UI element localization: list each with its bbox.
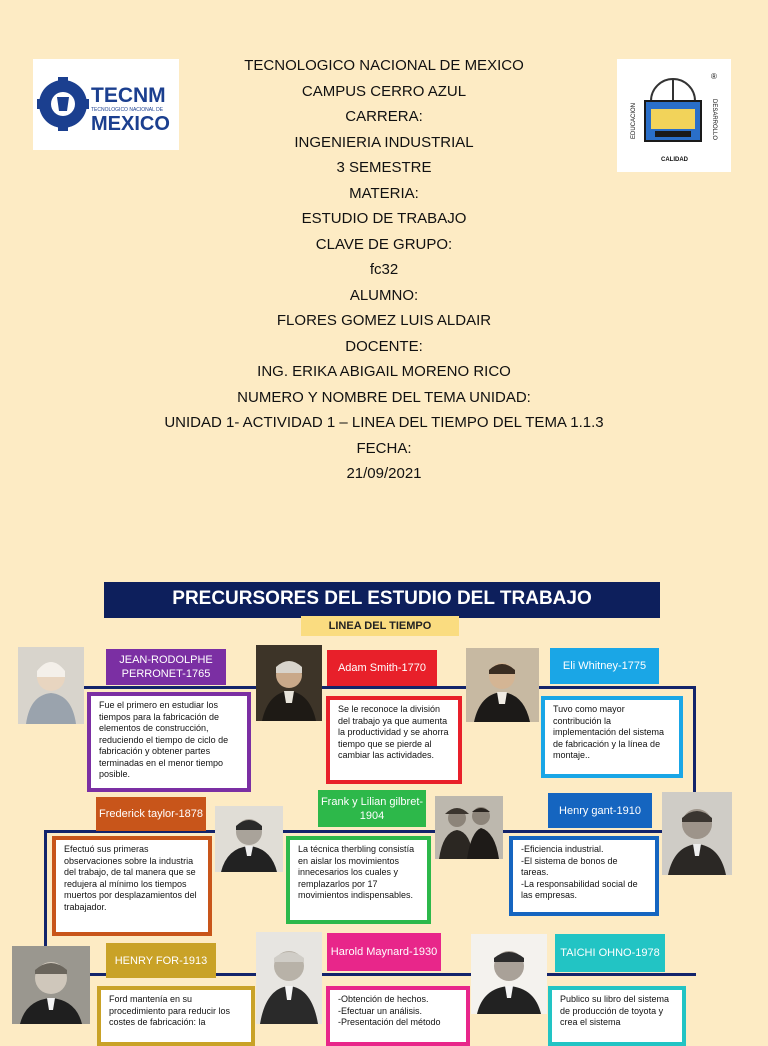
- timeline-line: [693, 686, 696, 796]
- svg-text:CALIDAD: CALIDAD: [661, 157, 688, 163]
- career: INGENIERIA INDUSTRIAL: [294, 133, 474, 151]
- label-whitney: Eli Whitney-1775: [550, 648, 659, 684]
- desc-ohno: Publico su libro del sistema de producción de toyota y crea el sistema: [548, 986, 686, 1046]
- topic-label: NUMERO Y NOMBRE DEL TEMA UNIDAD:: [237, 388, 531, 406]
- career-label: CARRERA:: [345, 108, 423, 125]
- label-maynard: Harold Maynard-1930: [327, 933, 441, 971]
- timeline-subtitle: LINEA DEL TIEMPO: [301, 616, 459, 636]
- portrait-whitney: [466, 648, 539, 722]
- portrait-ford: [12, 946, 90, 1024]
- label-ohno: TAICHI OHNO-1978: [555, 934, 665, 972]
- portrait-gilbreth: [435, 796, 503, 859]
- svg-text:EDUCACION: EDUCACION: [631, 102, 637, 139]
- svg-text:TECNOLOGICO NACIONAL DE: TECNOLOGICO NACIONAL DE: [91, 107, 164, 113]
- portrait-taylor: [215, 806, 283, 872]
- portrait-perronet: [18, 647, 84, 724]
- svg-text:®: ®: [711, 72, 717, 81]
- desc-taylor: Efectuó sus primeras observaciones sobre la industria del trabajo, de tal manera que se redujera al mínimo los tiempos muertos por desplazamientos del trabajador.: [52, 836, 212, 936]
- cover-text: [0, 56, 768, 490]
- desc-whitney: Tuvo como mayor contribución la implementación del sistema de fabricación y la línea de montaje..: [541, 696, 683, 778]
- group-label: CLAVE DE GRUPO:: [315, 235, 453, 253]
- subject: ESTUDIO DE TRABAJO: [301, 210, 467, 227]
- label-smith: Adam Smith-1770: [327, 650, 437, 686]
- desc-maynard: -Obtención de hechos. -Efectuar un análisis. -Presentación del método: [326, 986, 470, 1046]
- label-gilbreth: Frank y Lilian gilbret-1904: [318, 790, 426, 827]
- topic: UNIDAD 1- ACTIVIDAD 1 – LINEA DEL TIEMPO DEL TEMA 1.1.3: [164, 414, 604, 431]
- timeline-line: [44, 686, 696, 689]
- teacher: ING. ERIKA ABIGAIL MORENO RICO: [257, 363, 511, 380]
- group: fc32: [369, 261, 399, 278]
- subject-label: MATERIA:: [349, 184, 419, 202]
- label-taylor: Frederick taylor-1878: [96, 797, 206, 831]
- date: 21/09/2021: [346, 465, 422, 482]
- semester: 3 SEMESTRE: [336, 159, 432, 176]
- svg-text:MEXICO: MEXICO: [91, 113, 170, 135]
- svg-text:DESARROLLO: DESARROLLO: [711, 99, 717, 141]
- institution: TECNOLOGICO NACIONAL DE MEXICO: [244, 57, 524, 74]
- label-perronet: JEAN-RODOLPHE PERRONET-1765: [106, 649, 226, 685]
- student-label: ALUMNO:: [349, 286, 419, 304]
- portrait-maynard: [256, 932, 322, 1024]
- desc-smith: Se le reconoce la división del trabajo ya que aumenta la productividad y se ahorra tiempo que se pierde al cambiar las actividades.: [326, 696, 462, 784]
- teacher-label: DOCENTE:: [345, 337, 423, 355]
- portrait-gantt: [662, 792, 732, 875]
- date-label: FECHA:: [356, 439, 412, 457]
- desc-perronet: Fue el primero en estudiar los tiempos para la fabricación de elementos de construcción, reduciendo el tiempo de ciclo de fabricación y obtener partes terminadas en el menor tiempo posible.: [87, 692, 251, 792]
- portrait-smith: [256, 645, 322, 721]
- student: FLORES GOMEZ LUIS ALDAIR: [276, 312, 492, 329]
- desc-gilbreth: La técnica therbling consistía en aislar los movimientos innecesarios los cuales y remplazarlos por 17 movimientos indispensables.: [286, 836, 431, 924]
- svg-text:TECNM: TECNM: [91, 84, 166, 107]
- label-gantt: Henry gant-1910: [548, 793, 652, 828]
- portrait-ohno: [471, 934, 547, 1014]
- desc-ford: Ford mantenía en su procedimiento para reducir los costes de fabricación: la: [97, 986, 255, 1046]
- label-ford: HENRY FOR-1913: [106, 943, 216, 978]
- desc-gantt: -Eficiencia industrial. -El sistema de bonos de tareas. -La responsabilidad social de las empresas.: [509, 836, 659, 916]
- campus: CAMPUS CERRO AZUL: [301, 82, 467, 100]
- timeline-title: PRECURSORES DEL ESTUDIO DEL TRABAJO: [104, 582, 660, 618]
